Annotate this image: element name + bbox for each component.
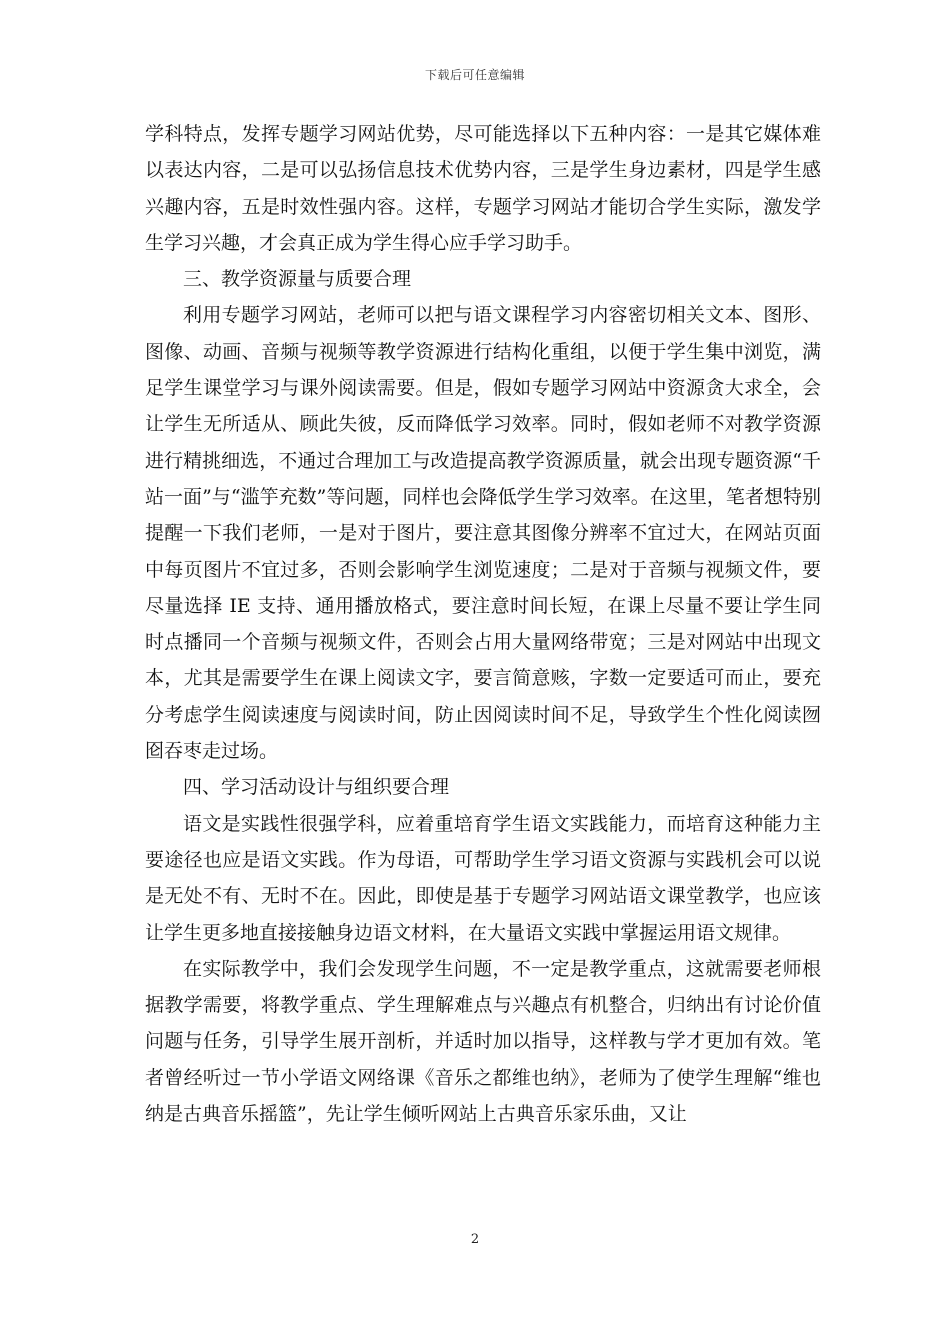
paragraph-practice: 语文是实践性很强学科，应着重培育学生语文实践能力，而培育这种能力主要途径也应是语文实践。作为母语，可帮助学生学习语文资源与实践机会可以说是无处不有、无时不在。因此，即使是基于专题学习网站语文课堂教学，也应该让学生更多地直接接触身边语文材料，在大量语文实践中掌握运用语文规律。: [145, 812, 821, 944]
page-number: 2: [470, 1232, 480, 1247]
page-header: 下载后可任意编辑: [424, 68, 525, 82]
section-heading-activities: 四、学习活动设计与组织要合理: [183, 776, 450, 799]
section-heading-resources: 三、教学资源量与质要合理: [183, 268, 412, 291]
document-body: [145, 116, 821, 1132]
paragraph-content-criteria: 学科特点，发挥专题学习网站优势，尽可能选择以下五种内容：一是其它媒体难以表达内容，二是可以弘扬信息技术优势内容，三是学生身边素材，四是学生感兴趣内容，五是时效性强内容。这样，专题学习网站才能切合学生实际，激发学生学习兴趣，才会真正成为学生得心应手学习助手。: [145, 123, 821, 254]
paragraph-resources: 利用专题学习网站，老师可以把与语文课程学习内容密切相关文本、图形、图像、动画、音频与视频等教学资源进行结构化重组，以便于学生集中浏览，满足学生课堂学习与课外阅读需要。但是，假如专题学习网站中资源贪大求全，会让学生无所适从、顾此失彼，反而降低学习效率。同时，假如老师不对教学资源进行精挑细选，不通过合理加工与改造提高教学资源质量，就会出现专题资源“千站一面”与“滥竽充数”等问题，同样也会降低学生学习效率。在这里，笔者想特别提醒一下我们老师，一是对于图片，要注意其图像分辨率不宜过大，在网站页面中每页图片不宜过多，否则会影响学生浏览速度；二是对于音频与视频文件，要尽量选择 IE 支持、通用播放格式，要注意时间长短，在课上尽量不要让学生同时点播同一个音频与视频文件，否则会占用大量网络带宽；三是对网站中出现文本，尤其是需要学生在课上阅读文字，要言简意赅，字数一定要适可而止，要充分考虑学生阅读速度与阅读时间，防止因阅读时间不足，导致学生个性化阅读囫囵吞枣走过场。: [145, 304, 821, 763]
paragraph-teaching-example: 在实际教学中，我们会发现学生问题，不一定是教学重点，这就需要老师根据教学需要，将教学重点、学生理解难点与兴趣点有机整合，归纳出有讨论价值问题与任务，引导学生展开剖析，并适时加以指导，这样教与学才更加有效。笔者曾经听过一节小学语文网络课《音乐之都维也纳》，老师为了使学生理解“维也纳是古典音乐摇篮”，先让学生倾听网站上古典音乐家乐曲，又让: [145, 957, 821, 1126]
